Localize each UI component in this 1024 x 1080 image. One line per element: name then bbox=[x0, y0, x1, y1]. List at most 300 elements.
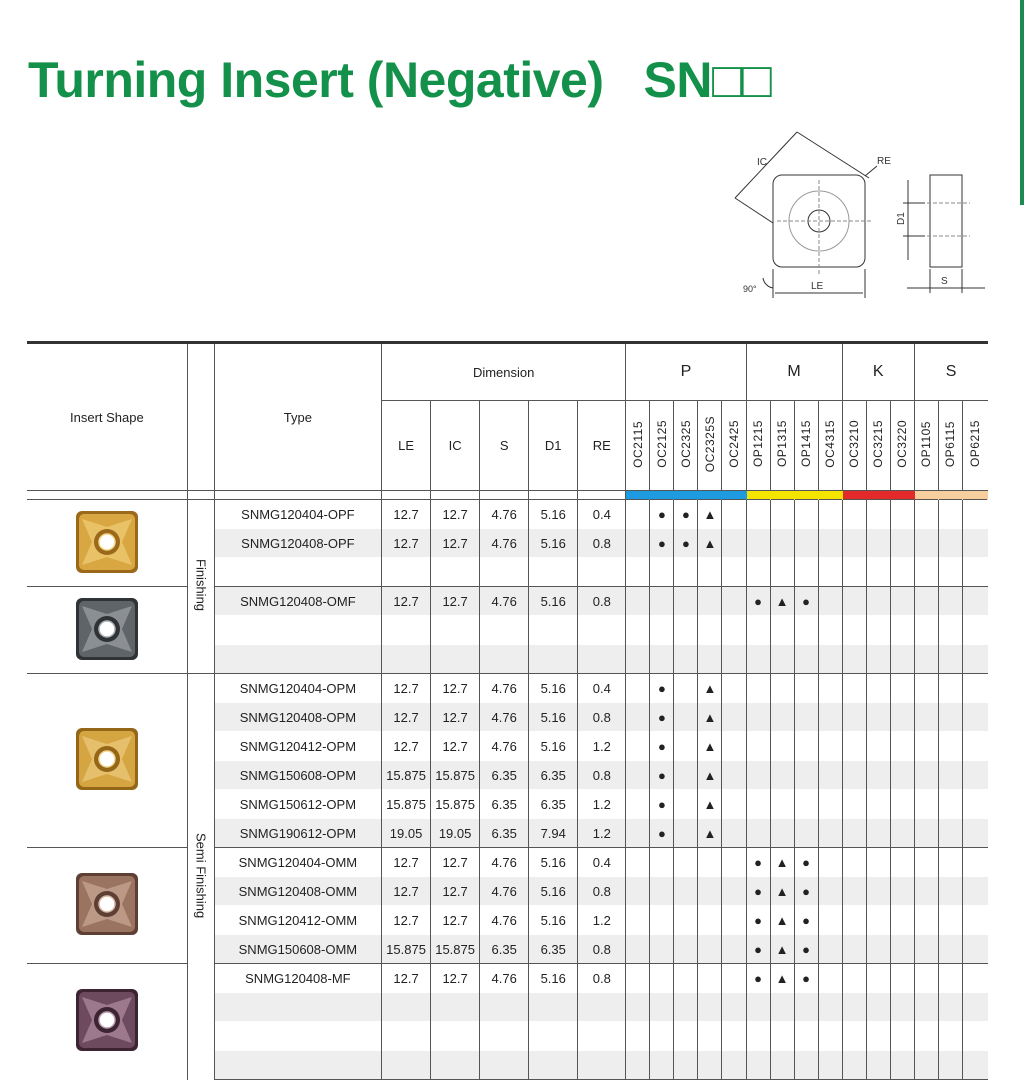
grade-header bbox=[818, 401, 842, 491]
grade-mark-cell: ▲ bbox=[698, 761, 722, 790]
insert-shape-cell bbox=[27, 674, 187, 848]
grade-mark-cell: ● bbox=[746, 906, 770, 935]
dimension-cell bbox=[382, 616, 431, 645]
dimension-cell: 0.8 bbox=[578, 587, 626, 616]
grade-mark-cell bbox=[938, 819, 962, 848]
grade-mark-cell bbox=[770, 529, 794, 558]
dimension-cell: 1.2 bbox=[578, 906, 626, 935]
grade-mark-cell bbox=[818, 500, 842, 529]
grade-mark-cell bbox=[866, 790, 890, 819]
grade-mark-cell bbox=[722, 935, 746, 964]
dimension-cell: 0.8 bbox=[578, 935, 626, 964]
grade-mark-cell: ▲ bbox=[770, 877, 794, 906]
dimension-cell: 4.76 bbox=[480, 587, 529, 616]
grade-mark-cell bbox=[770, 790, 794, 819]
grade-label: OC2425 bbox=[726, 420, 741, 468]
bronze-omm-insert-icon bbox=[72, 869, 142, 939]
dimension-cell: 12.7 bbox=[382, 848, 431, 877]
grade-label: OC3210 bbox=[847, 420, 862, 468]
dimension-cell: 0.8 bbox=[578, 529, 626, 558]
grade-label: OC2125 bbox=[654, 420, 669, 468]
dimension-cell bbox=[431, 1051, 480, 1080]
dimension-cell bbox=[431, 645, 480, 674]
table-row bbox=[27, 848, 988, 877]
grade-mark-cell: ▲ bbox=[770, 848, 794, 877]
grade-label: OP6215 bbox=[968, 420, 983, 468]
grade-mark-cell bbox=[818, 587, 842, 616]
grade-mark-cell bbox=[818, 761, 842, 790]
grade-color-cell bbox=[794, 491, 818, 500]
dimension-cell: 15.875 bbox=[382, 761, 431, 790]
insert-shape-cell bbox=[27, 964, 187, 1080]
gold-opf-insert-icon bbox=[72, 507, 142, 577]
grade-mark-cell bbox=[890, 558, 914, 587]
grade-label: OP1215 bbox=[751, 420, 766, 468]
grade-label: OP6115 bbox=[943, 420, 958, 468]
grade-mark-cell bbox=[938, 993, 962, 1022]
grade-mark-cell bbox=[746, 732, 770, 761]
grade-mark-cell bbox=[962, 935, 987, 964]
grade-mark-cell bbox=[914, 819, 938, 848]
grade-mark-cell bbox=[818, 906, 842, 935]
dimension-cell: 12.7 bbox=[382, 703, 431, 732]
grade-mark-cell bbox=[674, 645, 698, 674]
grade-mark-cell bbox=[938, 964, 962, 993]
grade-mark-cell bbox=[866, 558, 890, 587]
grade-mark-cell bbox=[650, 906, 674, 935]
grade-mark-cell bbox=[962, 1022, 987, 1051]
grade-mark-cell bbox=[722, 819, 746, 848]
grade-mark-cell bbox=[818, 616, 842, 645]
dimension-cell bbox=[480, 558, 529, 587]
grade-mark-cell bbox=[866, 587, 890, 616]
insert-dimension-diagram bbox=[725, 128, 995, 303]
dimension-cell: 4.76 bbox=[480, 500, 529, 529]
grade-header bbox=[698, 401, 722, 491]
grade-mark-cell bbox=[962, 529, 987, 558]
grade-mark-cell bbox=[962, 732, 987, 761]
band-spacer bbox=[214, 491, 381, 500]
grade-mark-cell bbox=[698, 558, 722, 587]
grade-color-cell bbox=[722, 491, 746, 500]
dimension-header: Dimension bbox=[382, 343, 626, 401]
grade-mark-cell bbox=[626, 500, 650, 529]
grade-label: OC2325 bbox=[678, 420, 693, 468]
dimension-cell bbox=[578, 558, 626, 587]
grade-mark-cell bbox=[746, 761, 770, 790]
grade-mark-cell bbox=[650, 993, 674, 1022]
grade-mark-cell bbox=[962, 500, 987, 529]
grade-mark-cell bbox=[674, 674, 698, 703]
grade-mark-cell: ● bbox=[794, 587, 818, 616]
title-main: Turning Insert (Negative) bbox=[28, 52, 604, 108]
grade-mark-cell bbox=[722, 645, 746, 674]
grade-mark-cell bbox=[650, 964, 674, 993]
grade-mark-cell bbox=[938, 587, 962, 616]
grade-header bbox=[650, 401, 674, 491]
dimension-cell: 12.7 bbox=[431, 674, 480, 703]
grade-mark-cell: ● bbox=[650, 732, 674, 761]
grade-header bbox=[626, 401, 650, 491]
grade-mark-cell bbox=[962, 790, 987, 819]
grade-mark-cell: ● bbox=[650, 790, 674, 819]
grade-mark-cell bbox=[674, 935, 698, 964]
grade-mark-cell bbox=[914, 529, 938, 558]
dimension-cell: 12.7 bbox=[431, 529, 480, 558]
dim-header-d1: D1 bbox=[529, 401, 578, 491]
grade-mark-cell bbox=[650, 645, 674, 674]
dimension-cell bbox=[529, 1051, 578, 1080]
grade-mark-cell bbox=[746, 674, 770, 703]
grade-mark-cell bbox=[890, 906, 914, 935]
grade-mark-cell bbox=[746, 529, 770, 558]
dim-header-le: LE bbox=[382, 401, 431, 491]
grade-mark-cell bbox=[722, 877, 746, 906]
grade-mark-cell bbox=[842, 703, 866, 732]
grade-mark-cell bbox=[842, 906, 866, 935]
dimension-cell bbox=[382, 645, 431, 674]
band-spacer bbox=[529, 491, 578, 500]
grade-mark-cell bbox=[818, 790, 842, 819]
grade-mark-cell bbox=[722, 848, 746, 877]
band-spacer bbox=[480, 491, 529, 500]
dimension-cell bbox=[480, 1051, 529, 1080]
grade-header bbox=[842, 401, 866, 491]
grade-mark-cell bbox=[818, 1051, 842, 1080]
grade-mark-cell bbox=[866, 877, 890, 906]
grade-header bbox=[962, 401, 987, 491]
grade-mark-cell bbox=[842, 1051, 866, 1080]
purple-mf-insert-icon bbox=[72, 985, 142, 1055]
grade-mark-cell bbox=[626, 819, 650, 848]
grade-color-band bbox=[27, 491, 988, 500]
dimension-cell bbox=[431, 558, 480, 587]
grade-mark-cell bbox=[626, 703, 650, 732]
grade-mark-cell bbox=[722, 1051, 746, 1080]
grade-mark-cell bbox=[746, 819, 770, 848]
grade-mark-cell bbox=[674, 1022, 698, 1051]
grade-mark-cell bbox=[818, 732, 842, 761]
grade-mark-cell bbox=[890, 877, 914, 906]
grade-mark-cell bbox=[914, 848, 938, 877]
grade-mark-cell bbox=[914, 906, 938, 935]
insert-shape-cell bbox=[27, 500, 187, 587]
grade-color-cell bbox=[914, 491, 938, 500]
grade-mark-cell bbox=[938, 1051, 962, 1080]
dimension-cell: 0.8 bbox=[578, 877, 626, 906]
grade-mark-cell bbox=[650, 848, 674, 877]
grade-mark-cell bbox=[962, 993, 987, 1022]
grade-mark-cell bbox=[746, 790, 770, 819]
grade-mark-cell bbox=[722, 790, 746, 819]
grade-mark-cell bbox=[938, 935, 962, 964]
grade-mark-cell bbox=[842, 587, 866, 616]
grade-mark-cell bbox=[818, 993, 842, 1022]
grade-mark-cell bbox=[890, 993, 914, 1022]
type-cell: SNMG120408-OPM bbox=[214, 703, 381, 732]
grade-mark-cell: ● bbox=[794, 964, 818, 993]
grade-label: OP1415 bbox=[799, 420, 814, 468]
dimension-cell: 6.35 bbox=[480, 935, 529, 964]
dimension-cell: 12.7 bbox=[431, 848, 480, 877]
grade-mark-cell bbox=[842, 529, 866, 558]
dimension-cell: 15.875 bbox=[431, 790, 480, 819]
grade-mark-cell bbox=[890, 819, 914, 848]
grade-mark-cell: ● bbox=[794, 935, 818, 964]
grade-mark-cell bbox=[650, 935, 674, 964]
grade-mark-cell bbox=[674, 616, 698, 645]
dimension-cell: 1.2 bbox=[578, 790, 626, 819]
dimension-cell: 5.16 bbox=[529, 732, 578, 761]
grade-mark-cell bbox=[842, 877, 866, 906]
dimension-cell: 0.4 bbox=[578, 674, 626, 703]
dimension-cell: 0.8 bbox=[578, 761, 626, 790]
grade-label: OP1105 bbox=[919, 420, 934, 468]
grade-mark-cell bbox=[866, 848, 890, 877]
group-header-k: K bbox=[842, 343, 914, 401]
grade-color-cell bbox=[962, 491, 987, 500]
grade-mark-cell bbox=[722, 993, 746, 1022]
grade-color-cell bbox=[626, 491, 650, 500]
grade-mark-cell bbox=[650, 587, 674, 616]
category-cell bbox=[187, 674, 214, 1080]
ic-label: IC bbox=[757, 157, 767, 168]
dimension-cell bbox=[529, 558, 578, 587]
dimension-cell: 1.2 bbox=[578, 732, 626, 761]
grade-mark-cell bbox=[938, 645, 962, 674]
grade-mark-cell: ▲ bbox=[770, 935, 794, 964]
grade-mark-cell bbox=[938, 616, 962, 645]
type-cell bbox=[214, 558, 381, 587]
grade-mark-cell bbox=[890, 761, 914, 790]
grade-mark-cell: ▲ bbox=[698, 732, 722, 761]
grade-mark-cell: ▲ bbox=[698, 529, 722, 558]
grade-mark-cell bbox=[938, 790, 962, 819]
grade-mark-cell bbox=[746, 616, 770, 645]
grade-color-cell bbox=[650, 491, 674, 500]
grade-color-cell bbox=[866, 491, 890, 500]
grade-mark-cell bbox=[818, 558, 842, 587]
table-row bbox=[27, 964, 988, 993]
dimension-cell: 12.7 bbox=[382, 964, 431, 993]
grade-mark-cell bbox=[962, 819, 987, 848]
dimension-cell: 5.16 bbox=[529, 848, 578, 877]
dimension-cell: 4.76 bbox=[480, 732, 529, 761]
dimension-cell: 5.16 bbox=[529, 877, 578, 906]
grade-mark-cell: ▲ bbox=[698, 500, 722, 529]
type-cell: SNMG120408-OMF bbox=[214, 587, 381, 616]
grade-mark-cell bbox=[626, 1022, 650, 1051]
grade-mark-cell bbox=[722, 529, 746, 558]
dimension-cell: 7.94 bbox=[529, 819, 578, 848]
grade-mark-cell bbox=[842, 645, 866, 674]
grade-mark-cell bbox=[962, 558, 987, 587]
dimension-cell bbox=[382, 1051, 431, 1080]
grade-mark-cell bbox=[890, 790, 914, 819]
grade-mark-cell bbox=[722, 616, 746, 645]
grade-mark-cell: ● bbox=[650, 500, 674, 529]
grade-mark-cell bbox=[746, 645, 770, 674]
grade-mark-cell bbox=[914, 964, 938, 993]
type-cell: SNMG120412-OMM bbox=[214, 906, 381, 935]
grade-mark-cell bbox=[794, 616, 818, 645]
table-row bbox=[27, 674, 988, 703]
grade-mark-cell bbox=[866, 529, 890, 558]
grade-mark-cell: ● bbox=[650, 761, 674, 790]
dimension-cell: 0.8 bbox=[578, 703, 626, 732]
grade-mark-cell bbox=[722, 500, 746, 529]
type-header: Type bbox=[214, 343, 381, 491]
dimension-cell: 12.7 bbox=[431, 500, 480, 529]
grade-mark-cell bbox=[842, 848, 866, 877]
type-cell: SNMG120408-OMM bbox=[214, 877, 381, 906]
dimension-cell: 5.16 bbox=[529, 703, 578, 732]
dimension-cell: 5.16 bbox=[529, 906, 578, 935]
type-cell: SNMG120404-OMM bbox=[214, 848, 381, 877]
grade-mark-cell bbox=[866, 1022, 890, 1051]
grade-mark-cell bbox=[914, 500, 938, 529]
grade-mark-cell bbox=[962, 587, 987, 616]
grade-mark-cell bbox=[698, 587, 722, 616]
grade-mark-cell bbox=[842, 761, 866, 790]
grade-mark-cell bbox=[938, 500, 962, 529]
grade-mark-cell: ● bbox=[794, 848, 818, 877]
grade-mark-cell bbox=[842, 558, 866, 587]
dimension-cell: 6.35 bbox=[529, 935, 578, 964]
dimension-cell: 15.875 bbox=[431, 761, 480, 790]
dimension-cell: 12.7 bbox=[431, 877, 480, 906]
grade-mark-cell bbox=[890, 964, 914, 993]
dimension-cell: 12.7 bbox=[382, 529, 431, 558]
grade-label: OC2325S bbox=[702, 415, 717, 473]
type-cell bbox=[214, 616, 381, 645]
grade-mark-cell bbox=[770, 616, 794, 645]
grade-mark-cell bbox=[818, 848, 842, 877]
grade-mark-cell bbox=[674, 587, 698, 616]
grade-mark-cell bbox=[674, 848, 698, 877]
grade-header bbox=[722, 401, 746, 491]
grade-mark-cell bbox=[866, 703, 890, 732]
grade-mark-cell bbox=[674, 732, 698, 761]
dimension-cell: 4.76 bbox=[480, 906, 529, 935]
insert-spec-table bbox=[27, 341, 988, 1080]
grade-mark-cell bbox=[650, 1051, 674, 1080]
grade-color-cell bbox=[746, 491, 770, 500]
grade-mark-cell bbox=[674, 964, 698, 993]
grade-mark-cell bbox=[914, 790, 938, 819]
grade-mark-cell bbox=[626, 616, 650, 645]
dim-header-ic: IC bbox=[431, 401, 480, 491]
table-body bbox=[27, 491, 988, 1080]
grade-mark-cell bbox=[890, 732, 914, 761]
grade-mark-cell: ▲ bbox=[770, 587, 794, 616]
dimension-cell: 5.16 bbox=[529, 500, 578, 529]
grade-mark-cell bbox=[938, 877, 962, 906]
band-spacer bbox=[578, 491, 626, 500]
dimension-cell: 12.7 bbox=[431, 906, 480, 935]
grade-mark-cell: ▲ bbox=[698, 819, 722, 848]
grade-mark-cell bbox=[962, 761, 987, 790]
grade-mark-cell bbox=[698, 1051, 722, 1080]
category-header bbox=[187, 343, 214, 491]
page-title bbox=[28, 50, 771, 110]
grade-mark-cell: ▲ bbox=[698, 674, 722, 703]
grade-mark-cell bbox=[674, 558, 698, 587]
grade-mark-cell bbox=[722, 761, 746, 790]
grade-mark-cell bbox=[626, 993, 650, 1022]
grade-mark-cell bbox=[962, 964, 987, 993]
grade-mark-cell bbox=[674, 906, 698, 935]
grade-mark-cell bbox=[842, 616, 866, 645]
dimension-cell bbox=[578, 1022, 626, 1051]
dimension-cell bbox=[431, 616, 480, 645]
grade-mark-cell: ● bbox=[746, 587, 770, 616]
grade-mark-cell bbox=[842, 993, 866, 1022]
dimension-cell bbox=[382, 558, 431, 587]
grade-mark-cell: ● bbox=[746, 935, 770, 964]
grade-mark-cell bbox=[842, 790, 866, 819]
grade-mark-cell bbox=[698, 877, 722, 906]
dimension-cell bbox=[480, 645, 529, 674]
grade-mark-cell bbox=[962, 703, 987, 732]
dimension-cell: 4.76 bbox=[480, 529, 529, 558]
grade-mark-cell bbox=[794, 1022, 818, 1051]
grade-mark-cell bbox=[890, 935, 914, 964]
grade-mark-cell bbox=[674, 819, 698, 848]
grade-mark-cell bbox=[866, 993, 890, 1022]
dim-header-re: RE bbox=[578, 401, 626, 491]
grade-mark-cell bbox=[890, 587, 914, 616]
grade-mark-cell bbox=[794, 790, 818, 819]
grade-mark-cell bbox=[890, 529, 914, 558]
grade-color-cell bbox=[674, 491, 698, 500]
grade-mark-cell bbox=[962, 848, 987, 877]
insert-shape-cell bbox=[27, 587, 187, 674]
dimension-cell bbox=[578, 616, 626, 645]
grade-mark-cell bbox=[626, 587, 650, 616]
grade-mark-cell bbox=[722, 964, 746, 993]
group-header-p: P bbox=[626, 343, 746, 401]
dimension-cell: 6.35 bbox=[480, 819, 529, 848]
grade-mark-cell bbox=[746, 500, 770, 529]
grade-mark-cell bbox=[650, 1022, 674, 1051]
grade-mark-cell bbox=[698, 964, 722, 993]
grade-header bbox=[938, 401, 962, 491]
grade-mark-cell bbox=[626, 906, 650, 935]
grade-mark-cell bbox=[770, 993, 794, 1022]
grade-mark-cell bbox=[842, 964, 866, 993]
grade-mark-cell bbox=[674, 877, 698, 906]
type-cell: SNMG120412-OPM bbox=[214, 732, 381, 761]
grade-color-cell bbox=[818, 491, 842, 500]
grade-color-cell bbox=[842, 491, 866, 500]
grade-mark-cell bbox=[938, 761, 962, 790]
dimension-cell: 15.875 bbox=[382, 935, 431, 964]
grade-mark-cell bbox=[770, 645, 794, 674]
grade-mark-cell bbox=[818, 964, 842, 993]
dimension-cell: 15.875 bbox=[431, 935, 480, 964]
dimension-cell: 6.35 bbox=[480, 790, 529, 819]
grade-header bbox=[746, 401, 770, 491]
dimension-cell: 4.76 bbox=[480, 964, 529, 993]
dimension-cell bbox=[480, 993, 529, 1022]
dimension-cell bbox=[431, 993, 480, 1022]
dimension-cell: 12.7 bbox=[382, 500, 431, 529]
grade-mark-cell bbox=[890, 645, 914, 674]
grade-mark-cell bbox=[746, 1022, 770, 1051]
grade-mark-cell: ● bbox=[746, 848, 770, 877]
type-cell: SNMG150608-OMM bbox=[214, 935, 381, 964]
